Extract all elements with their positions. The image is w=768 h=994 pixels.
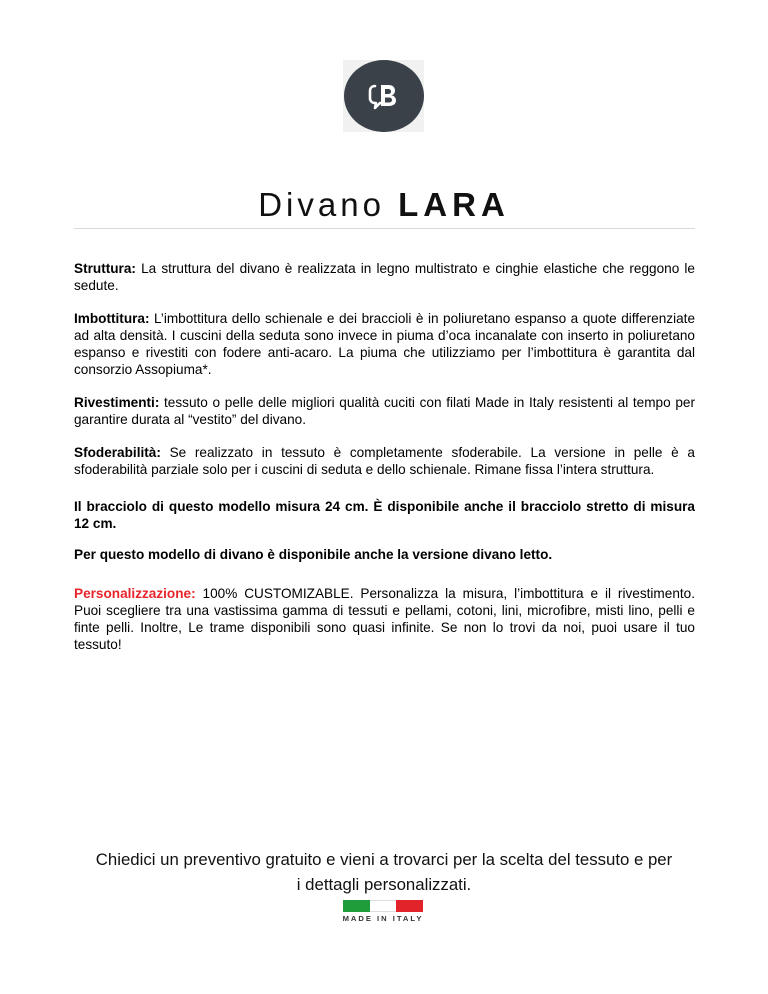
sfoderabilita-paragraph: [74, 444, 695, 478]
title-name: LARA: [398, 186, 510, 224]
product-description: [74, 260, 695, 653]
flag-green-stripe: [343, 900, 370, 912]
imbottitura-text: L’imbottitura dello schienale e dei braccioli è in poliuretano espanso a quote differenziate ad alta densità. I cuscini della seduta sono invece in piuma d’oca incanalate con inserto in poliuretano espanso e rivestiti con fodere anti-acaro. La piuma che utilizziamo per l’imbottitura è garantita dal consorzio Assopiuma*.: [74, 311, 695, 377]
rivestimenti-text: tessuto o pelle delle migliori qualità cuciti con filati Made in Italy resistenti al tempo per garantire durata al “vestito” del divano.: [74, 395, 695, 427]
struttura-paragraph: [74, 260, 695, 294]
personalizzazione-text: 100% CUSTOMIZABLE. Personalizza la misura, l’imbottitura e il rivestimento. Puoi scegliere tra una vastissima gamma di tessuti e pellami, cotoni, lini, microfibre, misti lino, pelli e finte pelli. Inoltre, Le trame disponibili sono quasi infinite. Se non lo trovi da noi, puoi usare il tuo tessuto!: [74, 586, 695, 652]
personalizzazione-label: Personalizzazione:: [74, 586, 196, 601]
title-prefix: Divano: [258, 186, 385, 224]
bracciolo-paragraph: Il bracciolo di questo modello misura 24 cm. È disponibile anche il bracciolo stretto di misura 12 cm.: [74, 499, 695, 531]
sfoderabilita-text: Se realizzato in tessuto è completamente sfoderabile. La versione in pelle è a sfoderabilità parziale solo per i cuscini di seduta e dello schienale. Rimane fissa l’intera struttura.: [74, 445, 695, 477]
rivestimenti-paragraph: [74, 394, 695, 428]
sfoderabilita-label: Sfoderabilità:: [74, 445, 161, 460]
imbottitura-label: Imbottitura:: [74, 311, 150, 326]
footer-line-1: Chiedici un preventivo gratuito e vieni a trovarci per la scelta del tessuto e per: [95, 850, 673, 869]
logo: [343, 60, 424, 132]
page-title: [0, 186, 768, 224]
divano-letto-paragraph: Per questo modello di divano è disponibile anche la versione divano letto.: [74, 547, 553, 562]
flag-white-stripe: [370, 900, 397, 912]
logo-circle: [344, 60, 424, 132]
personalizzazione-paragraph: [74, 585, 695, 653]
footer-line-2: i dettagli personalizzati.: [296, 875, 472, 894]
struttura-label: Struttura:: [74, 261, 136, 276]
flag-red-stripe: [396, 900, 423, 912]
divider: [74, 228, 695, 229]
made-in-italy-badge: MADE IN ITALY: [342, 914, 424, 923]
rivestimenti-label: Rivestimenti:: [74, 395, 160, 410]
italian-flag-icon: [343, 900, 423, 912]
footer-call-to-action: [40, 847, 728, 897]
imbottitura-paragraph: [74, 310, 695, 378]
speech-bubble-b-logo-icon: [367, 81, 401, 111]
struttura-text: La struttura del divano è realizzata in legno multistrato e cinghie elastiche che reggono le sedute.: [74, 261, 695, 293]
